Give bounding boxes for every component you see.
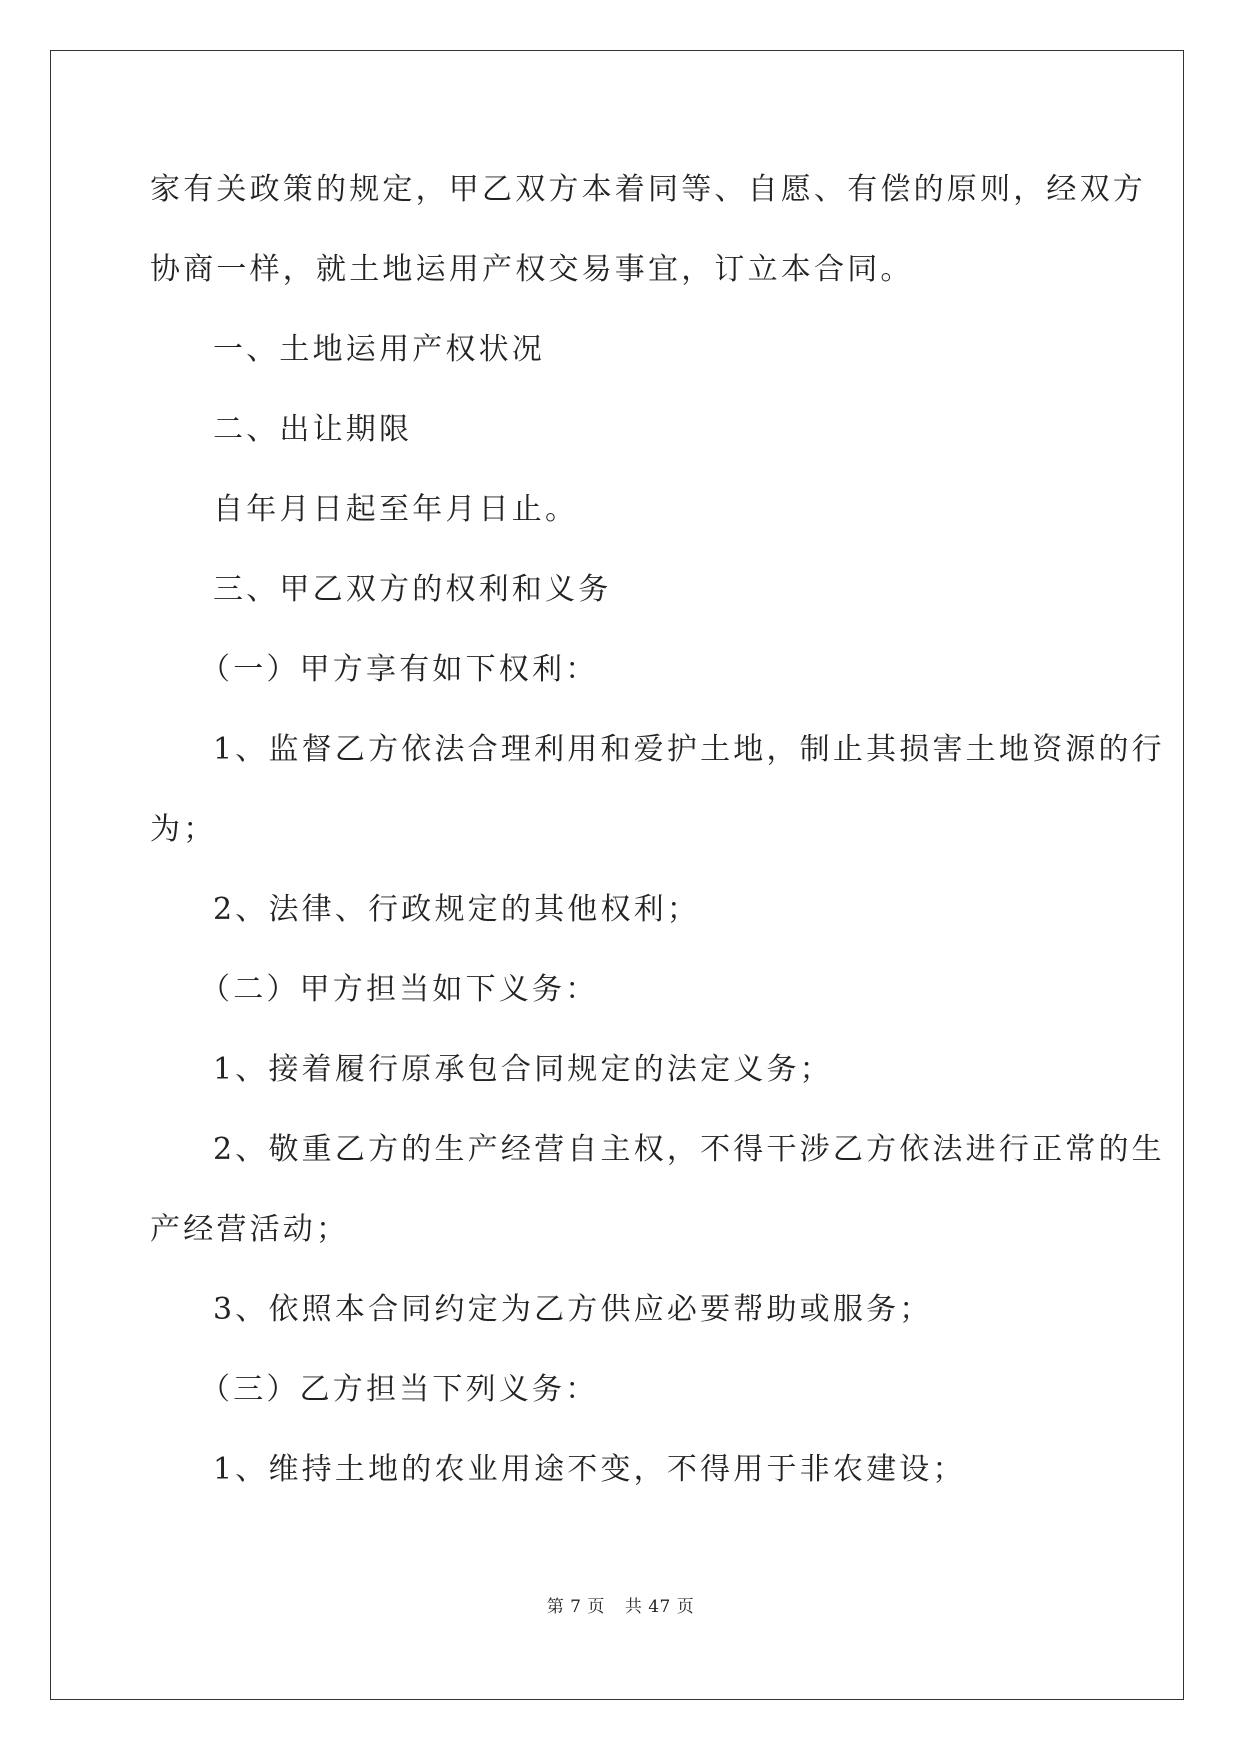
subsection-heading: （二）甲方担当如下义务：: [200, 972, 599, 1007]
section-heading: 三、甲乙双方的权利和义务: [213, 572, 612, 607]
text-line: 家有关政策的规定，甲乙双方本着同等、自愿、有偿的原则，经双方: [150, 172, 1146, 207]
subsection-heading: （三）乙方担当下列义务：: [200, 1372, 599, 1407]
text-line: 3、依照本合同约定为乙方供应必要帮助或服务；: [213, 1292, 933, 1327]
subsection-heading: （一）甲方享有如下权利：: [200, 652, 599, 687]
text-line: 1、监督乙方依法合理利用和爱护土地，制止其损害土地资源的行: [213, 732, 1165, 767]
text-line: 协商一样，就土地运用产权交易事宜，订立本合同。: [150, 252, 914, 287]
text-line: 为；: [150, 812, 217, 847]
page-footer: [0, 1592, 1241, 1617]
section-heading: 一、土地运用产权状况: [213, 332, 545, 367]
text-line: 产经营活动；: [150, 1212, 350, 1247]
text-line: 1、维持土地的农业用途不变，不得用于非农建设；: [213, 1452, 966, 1487]
page-total: 共 47 页: [624, 1597, 695, 1617]
section-heading: 二、出让期限: [213, 412, 413, 447]
text-line: 1、接着履行原承包合同规定的法定义务；: [213, 1052, 833, 1087]
page-number: 第 7 页: [546, 1597, 605, 1617]
text-line: 2、敬重乙方的生产经营自主权，不得干涉乙方依法进行正常的生: [213, 1132, 1165, 1167]
text-line: 2、法律、行政规定的其他权利；: [213, 892, 701, 927]
text-line: 自年月日起至年月日止。: [213, 492, 579, 527]
